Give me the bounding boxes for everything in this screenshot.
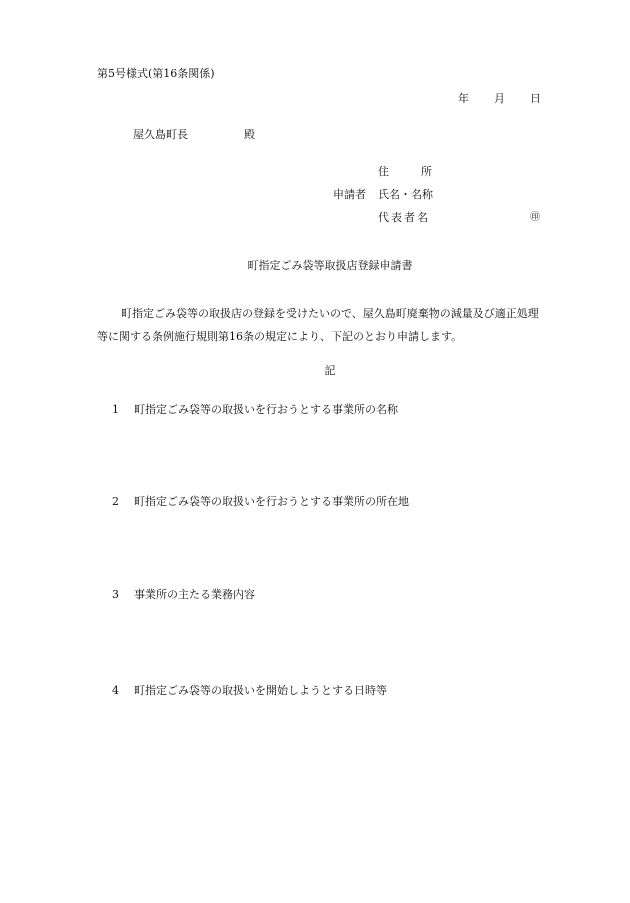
item-number: 1 (112, 403, 119, 416)
address-label-part-1: 住 (378, 165, 389, 178)
item-text: 町指定ごみ袋等の取扱いを行おうとする事業所の所在地 (134, 495, 409, 508)
addressee-honorific: 殿 (244, 128, 255, 141)
date-day-label: 日 (530, 92, 541, 105)
body-line-2: 等に関する条例施行規則第16条の規定により、下記のとおり申請します。 (97, 330, 463, 343)
addressee (133, 128, 255, 142)
item-number: 3 (112, 588, 119, 601)
document-title: 町指定ごみ袋等取扱店登録申請書 (247, 259, 413, 272)
form-number: 第5号様式(第16条関係) (97, 67, 215, 80)
representative-name-label: 代表者名 (378, 211, 430, 224)
list-item (112, 495, 409, 509)
applicant-name-label: 氏名・名称 (378, 188, 433, 201)
applicant-address-label (378, 165, 432, 179)
list-item (112, 403, 398, 417)
seal-mark: ㊞ (530, 212, 540, 223)
item-text: 事業所の主たる業務内容 (134, 588, 255, 601)
item-number: 4 (112, 684, 119, 697)
applicant-label: 申請者 (333, 188, 366, 201)
date-month-label: 月 (494, 92, 505, 105)
item-number: 2 (112, 495, 119, 508)
date-line (458, 92, 541, 106)
address-label-part-2: 所 (421, 165, 432, 178)
item-text: 町指定ごみ袋等の取扱いを行おうとする事業所の名称 (134, 403, 398, 416)
addressee-name: 屋久島町長 (133, 128, 188, 141)
ki-heading: 記 (324, 364, 336, 377)
item-text: 町指定ごみ袋等の取扱いを開始しようとする日時等 (134, 684, 387, 697)
body-paragraph (97, 302, 587, 348)
list-item (112, 684, 387, 698)
date-year-label: 年 (458, 92, 469, 105)
body-line-1: 町指定ごみ袋等の取扱店の登録を受けたいので、屋久島町廃棄物の減量及び適正処理 (121, 307, 539, 320)
list-item (112, 588, 255, 602)
